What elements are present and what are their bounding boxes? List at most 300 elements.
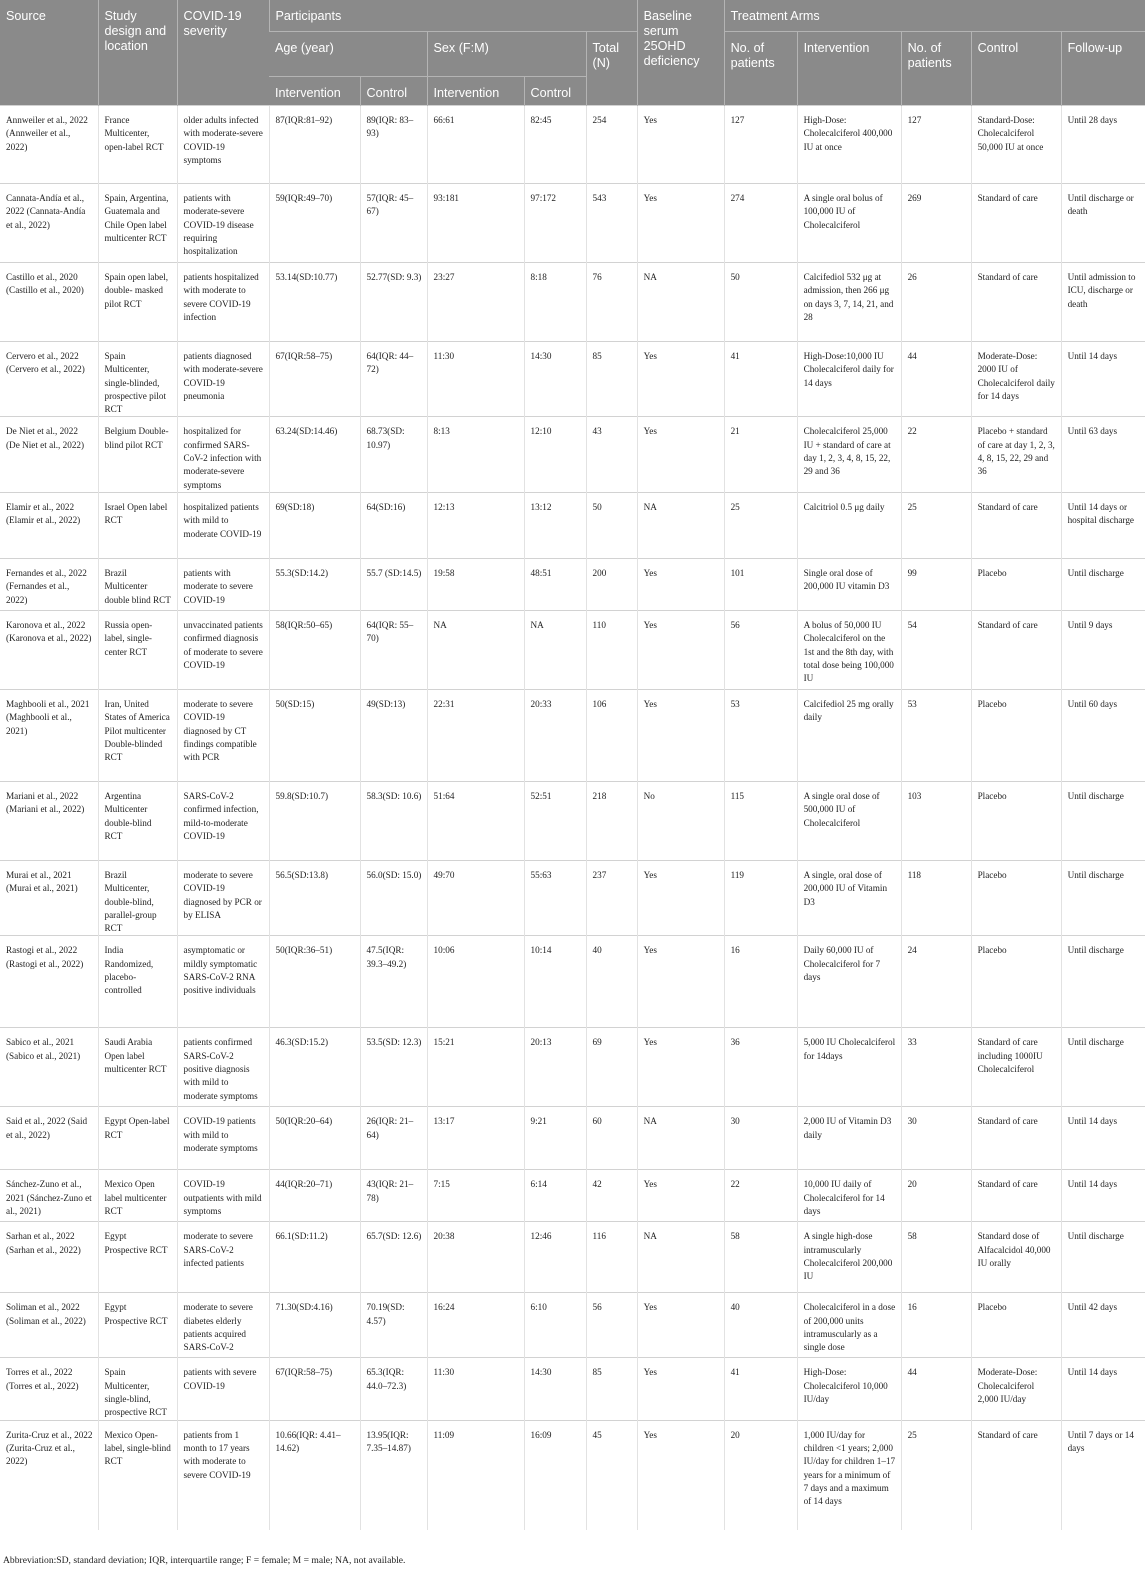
- cell-n-control: 33: [901, 1028, 971, 1107]
- cell-control: Standard of care: [971, 1107, 1061, 1170]
- cell-age-control: 64(IQR: 44–72): [360, 342, 427, 417]
- cell-n-intervention: 40: [724, 1293, 797, 1358]
- cell-n-control: 26: [901, 263, 971, 342]
- cell-study-design: Egypt Prospective RCT: [98, 1222, 177, 1293]
- cell-age-intervention: 69(SD:18): [269, 492, 360, 558]
- cell-baseline-deficiency: Yes: [637, 184, 724, 263]
- cell-n-intervention: 56: [724, 610, 797, 689]
- cell-study-design: India Randomized, placebo-controlled: [98, 936, 177, 1028]
- cell-n-control: 24: [901, 936, 971, 1028]
- cell-age-control: 58.3(SD: 10.6): [360, 781, 427, 860]
- cell-followup: Until 28 days: [1061, 106, 1145, 184]
- cell-control: Placebo: [971, 860, 1061, 935]
- cell-intervention: A single oral dose of 500,000 IU of Cholecalciferol: [797, 781, 901, 860]
- cell-sex-intervention: 13:17: [427, 1107, 524, 1170]
- cell-age-control: 89(IQR: 83–93): [360, 106, 427, 184]
- cell-baseline-deficiency: NA: [637, 492, 724, 558]
- header-intervention: Intervention: [797, 32, 901, 106]
- cell-baseline-deficiency: Yes: [637, 558, 724, 610]
- cell-n-control: 58: [901, 1222, 971, 1293]
- cell-n-intervention: 50: [724, 263, 797, 342]
- cell-study-design: Spain, Argentina, Guatemala and Chile Open label multicenter RCT: [98, 184, 177, 263]
- header-followup: Follow-up: [1061, 32, 1145, 106]
- header-participants: Participants: [269, 0, 637, 32]
- cell-followup: Until 9 days: [1061, 610, 1145, 689]
- cell-followup: Until discharge: [1061, 1028, 1145, 1107]
- cell-followup: Until 60 days: [1061, 689, 1145, 781]
- cell-n-intervention: 115: [724, 781, 797, 860]
- cell-sex-control: NA: [524, 610, 586, 689]
- cell-sex-control: 6:14: [524, 1170, 586, 1222]
- cell-source: Sarhan et al., 2022 (Sarhan et al., 2022): [0, 1222, 98, 1293]
- cell-age-control: 64(IQR: 55–70): [360, 610, 427, 689]
- table-row: [0, 1420, 1145, 1530]
- cell-n-intervention: 53: [724, 689, 797, 781]
- cell-baseline-deficiency: NA: [637, 263, 724, 342]
- cell-sex-control: 14:30: [524, 1358, 586, 1420]
- cell-total: 40: [586, 936, 637, 1028]
- table-row: [0, 106, 1145, 184]
- cell-intervention: A single oral bolus of 100,000 IU of Cholecalciferol: [797, 184, 901, 263]
- cell-baseline-deficiency: Yes: [637, 936, 724, 1028]
- cell-source: Cervero et al., 2022 (Cervero et al., 2022): [0, 342, 98, 417]
- header-age: Age (year): [269, 32, 427, 77]
- cell-sex-intervention: 20:38: [427, 1222, 524, 1293]
- cell-study-design: Iran, United States of America Pilot multicenter Double-blinded RCT: [98, 689, 177, 781]
- cell-n-intervention: 127: [724, 106, 797, 184]
- cell-total: 116: [586, 1222, 637, 1293]
- cell-control: Placebo: [971, 936, 1061, 1028]
- cell-age-intervention: 59.8(SD:10.7): [269, 781, 360, 860]
- cell-study-design: Brazil Multicenter double blind RCT: [98, 558, 177, 610]
- table-row: [0, 184, 1145, 263]
- cell-study-design: Belgium Double-blind pilot RCT: [98, 417, 177, 492]
- cell-baseline-deficiency: NA: [637, 1107, 724, 1170]
- cell-severity: SARS-CoV-2 confirmed infection, mild-to-moderate COVID-19: [177, 781, 269, 860]
- cell-age-intervention: 87(IQR:81–92): [269, 106, 360, 184]
- cell-n-intervention: 21: [724, 417, 797, 492]
- cell-severity: patients hospitalized with moderate to severe COVID-19 infection: [177, 263, 269, 342]
- cell-intervention: Calcitriol 0.5 μg daily: [797, 492, 901, 558]
- cell-n-control: 25: [901, 492, 971, 558]
- cell-n-control: 99: [901, 558, 971, 610]
- cell-n-intervention: 101: [724, 558, 797, 610]
- cell-study-design: Brazil Multicenter, double-blind, parallel-group RCT: [98, 860, 177, 935]
- cell-age-control: 65.3(IQR: 44.0–72.3): [360, 1358, 427, 1420]
- cell-intervention: Calcifediol 532 μg at admission, then 266 μg on days 3, 7, 14, 21, and 28: [797, 263, 901, 342]
- cell-sex-control: 52:51: [524, 781, 586, 860]
- cell-n-control: 269: [901, 184, 971, 263]
- cell-source: Sabico et al., 2021 (Sabico et al., 2021): [0, 1028, 98, 1107]
- cell-source: Torres et al., 2022 (Torres et al., 2022): [0, 1358, 98, 1420]
- cell-intervention: Cholecalciferol 25,000 IU + standard of care at day 1, 2, 3, 4, 8, 15, 22, 29 and 36: [797, 417, 901, 492]
- cell-age-intervention: 58(IQR:50–65): [269, 610, 360, 689]
- cell-n-intervention: 25: [724, 492, 797, 558]
- cell-age-intervention: 53.14(SD:10.77): [269, 263, 360, 342]
- cell-age-intervention: 56.5(SD:13.8): [269, 860, 360, 935]
- cell-control: Standard of care: [971, 1420, 1061, 1530]
- cell-control: Placebo: [971, 689, 1061, 781]
- cell-age-control: 49(SD:13): [360, 689, 427, 781]
- cell-sex-control: 16:09: [524, 1420, 586, 1530]
- cell-baseline-deficiency: Yes: [637, 1420, 724, 1530]
- header-n-intervention: No. of patients: [724, 32, 797, 106]
- cell-age-control: 53.5(SD: 12.3): [360, 1028, 427, 1107]
- table-row: [0, 936, 1145, 1028]
- cell-total: 543: [586, 184, 637, 263]
- cell-intervention: Single oral dose of 200,000 IU vitamin D3: [797, 558, 901, 610]
- cell-age-intervention: 50(IQR:36–51): [269, 936, 360, 1028]
- cell-age-intervention: 44(IQR:20–71): [269, 1170, 360, 1222]
- header-total: Total (N): [586, 32, 637, 106]
- cell-source: Karonova et al., 2022 (Karonova et al., 2022): [0, 610, 98, 689]
- cell-severity: patients with moderate to severe COVID-19: [177, 558, 269, 610]
- cell-control: Standard of care including 1000IU Cholecalciferol: [971, 1028, 1061, 1107]
- table-header: [0, 0, 1145, 106]
- cell-n-control: 103: [901, 781, 971, 860]
- cell-total: 85: [586, 1358, 637, 1420]
- cell-source: Sánchez-Zuno et al., 2021 (Sánchez-Zuno et al., 2021): [0, 1170, 98, 1222]
- header-sex: Sex (F:M): [427, 32, 586, 77]
- cell-n-intervention: 41: [724, 1358, 797, 1420]
- cell-intervention: Calcifediol 25 mg orally daily: [797, 689, 901, 781]
- cell-followup: Until discharge or death: [1061, 184, 1145, 263]
- cell-intervention: 10,000 IU daily of Cholecalciferol for 14 days: [797, 1170, 901, 1222]
- table-row: [0, 860, 1145, 935]
- cell-n-intervention: 16: [724, 936, 797, 1028]
- header-source: Source: [0, 0, 98, 106]
- cell-n-control: 22: [901, 417, 971, 492]
- cell-age-control: 57(IQR: 45–67): [360, 184, 427, 263]
- cell-n-control: 44: [901, 1358, 971, 1420]
- cell-baseline-deficiency: Yes: [637, 610, 724, 689]
- cell-study-design: Russia open-label, single-center RCT: [98, 610, 177, 689]
- cell-age-intervention: 67(IQR:58–75): [269, 1358, 360, 1420]
- header-treatment-arms: Treatment Arms: [724, 0, 1145, 32]
- cell-n-control: 20: [901, 1170, 971, 1222]
- cell-age-intervention: 46.3(SD:15.2): [269, 1028, 360, 1107]
- cell-sex-intervention: 7:15: [427, 1170, 524, 1222]
- cell-severity: moderate to severe COVID-19 diagnosed by CT findings compatible with PCR: [177, 689, 269, 781]
- header-sex-intervention: Intervention: [427, 77, 524, 106]
- cell-control: Moderate-Dose: Cholecalciferol 2,000 IU/day: [971, 1358, 1061, 1420]
- cell-n-intervention: 119: [724, 860, 797, 935]
- cell-total: 76: [586, 263, 637, 342]
- cell-study-design: Spain open label, double- masked pilot RCT: [98, 263, 177, 342]
- table-row: [0, 417, 1145, 492]
- cell-total: 237: [586, 860, 637, 935]
- header-baseline: Baseline serum 25OHD deficiency: [637, 0, 724, 106]
- cell-intervention: 5,000 IU Cholecalciferol for 14days: [797, 1028, 901, 1107]
- cell-source: Mariani et al., 2022 (Mariani et al., 2022): [0, 781, 98, 860]
- cell-n-intervention: 41: [724, 342, 797, 417]
- cell-total: 200: [586, 558, 637, 610]
- header-n-control: No. of patients: [901, 32, 971, 106]
- cell-source: Elamir et al., 2022 (Elamir et al., 2022): [0, 492, 98, 558]
- cell-sex-intervention: 93:181: [427, 184, 524, 263]
- cell-baseline-deficiency: Yes: [637, 1028, 724, 1107]
- cell-baseline-deficiency: Yes: [637, 106, 724, 184]
- cell-followup: Until 14 days: [1061, 1107, 1145, 1170]
- cell-severity: moderate to severe diabetes elderly patients acquired SARS-CoV-2: [177, 1293, 269, 1358]
- cell-followup: Until 7 days or 14 days: [1061, 1420, 1145, 1530]
- cell-sex-control: 55:63: [524, 860, 586, 935]
- cell-severity: COVID-19 patients with mild to moderate symptoms: [177, 1107, 269, 1170]
- cell-total: 60: [586, 1107, 637, 1170]
- cell-sex-intervention: NA: [427, 610, 524, 689]
- cell-sex-control: 10:14: [524, 936, 586, 1028]
- cell-sex-intervention: 10:06: [427, 936, 524, 1028]
- cell-total: 110: [586, 610, 637, 689]
- cell-sex-intervention: 11:30: [427, 1358, 524, 1420]
- header-control: Control: [971, 32, 1061, 106]
- cell-sex-intervention: 11:09: [427, 1420, 524, 1530]
- cell-total: 254: [586, 106, 637, 184]
- table-row: [0, 1293, 1145, 1358]
- cell-followup: Until admission to ICU, discharge or death: [1061, 263, 1145, 342]
- cell-study-design: France Multicenter, open-label RCT: [98, 106, 177, 184]
- cell-sex-intervention: 11:30: [427, 342, 524, 417]
- cell-severity: asymptomatic or mildly symptomatic SARS-CoV-2 RNA positive individuals: [177, 936, 269, 1028]
- cell-followup: Until 14 days: [1061, 342, 1145, 417]
- cell-intervention: 1,000 IU/day for children <1 years; 2,000 IU/day for children 1–17 years for a minimum of 7 days and a maximum of 14 days: [797, 1420, 901, 1530]
- cell-total: 42: [586, 1170, 637, 1222]
- cell-severity: patients with moderate-severe COVID-19 disease requiring hospitalization: [177, 184, 269, 263]
- table-row: [0, 1358, 1145, 1420]
- cell-control: Standard of care: [971, 184, 1061, 263]
- cell-severity: older adults infected with moderate-severe COVID-19 symptoms: [177, 106, 269, 184]
- cell-age-control: 13.95(IQR: 7.35–14.87): [360, 1420, 427, 1530]
- cell-intervention: High-Dose: Cholecalciferol 10,000 IU/day: [797, 1358, 901, 1420]
- cell-age-intervention: 50(SD:15): [269, 689, 360, 781]
- cell-intervention: A bolus of 50,000 IU Cholecalciferol on the 1st and the 8th day, with total dose being 100,000 IU: [797, 610, 901, 689]
- cell-baseline-deficiency: Yes: [637, 1293, 724, 1358]
- cell-study-design: Israel Open label RCT: [98, 492, 177, 558]
- cell-study-design: Mexico Open-label, single-blind RCT: [98, 1420, 177, 1530]
- table-body: [0, 106, 1145, 1531]
- cell-total: 56: [586, 1293, 637, 1358]
- cell-age-intervention: 67(IQR:58–75): [269, 342, 360, 417]
- cell-source: Maghbooli et al., 2021 (Maghbooli et al., 2021): [0, 689, 98, 781]
- cell-age-intervention: 71.30(SD:4.16): [269, 1293, 360, 1358]
- cell-sex-control: 20:13: [524, 1028, 586, 1107]
- cell-n-intervention: 36: [724, 1028, 797, 1107]
- cell-followup: Until discharge: [1061, 860, 1145, 935]
- cell-baseline-deficiency: Yes: [637, 860, 724, 935]
- cell-baseline-deficiency: Yes: [637, 689, 724, 781]
- cell-control: Standard of care: [971, 263, 1061, 342]
- cell-sex-control: 20:33: [524, 689, 586, 781]
- cell-sex-intervention: 12:13: [427, 492, 524, 558]
- cell-study-design: Spain Multicenter, single-blinded, prospective pilot RCT: [98, 342, 177, 417]
- cell-followup: Until 14 days: [1061, 1358, 1145, 1420]
- cell-baseline-deficiency: Yes: [637, 342, 724, 417]
- cell-age-intervention: 10.66(IQR: 4.41–14.62): [269, 1420, 360, 1530]
- cell-source: Cannata-Andía et al., 2022 (Cannata-Andía et al., 2022): [0, 184, 98, 263]
- cell-age-control: 26(IQR: 21–64): [360, 1107, 427, 1170]
- cell-n-control: 16: [901, 1293, 971, 1358]
- cell-sex-intervention: 51:64: [427, 781, 524, 860]
- cell-severity: patients diagnosed with moderate-severe COVID-19 pneumonia: [177, 342, 269, 417]
- table-row: [0, 689, 1145, 781]
- cell-source: Murai et al., 2021 (Murai et al., 2021): [0, 860, 98, 935]
- cell-severity: hospitalized for confirmed SARS-CoV-2 infection with moderate-severe symptoms: [177, 417, 269, 492]
- cell-sex-control: 12:10: [524, 417, 586, 492]
- cell-total: 69: [586, 1028, 637, 1107]
- cell-baseline-deficiency: Yes: [637, 417, 724, 492]
- cell-sex-control: 13:12: [524, 492, 586, 558]
- cell-n-intervention: 22: [724, 1170, 797, 1222]
- cell-sex-intervention: 8:13: [427, 417, 524, 492]
- cell-total: 218: [586, 781, 637, 860]
- cell-total: 43: [586, 417, 637, 492]
- cell-followup: Until discharge: [1061, 936, 1145, 1028]
- cell-intervention: High-Dose: Cholecalciferol 400,000 IU at once: [797, 106, 901, 184]
- cell-severity: unvaccinated patients confirmed diagnosis of moderate to severe COVID-19: [177, 610, 269, 689]
- cell-total: 45: [586, 1420, 637, 1530]
- cell-n-control: 54: [901, 610, 971, 689]
- cell-sex-control: 8:18: [524, 263, 586, 342]
- cell-age-intervention: 50(IQR:20–64): [269, 1107, 360, 1170]
- cell-baseline-deficiency: Yes: [637, 1170, 724, 1222]
- cell-n-control: 25: [901, 1420, 971, 1530]
- header-design: Study design and location: [98, 0, 177, 106]
- cell-severity: moderate to severe COVID-19 diagnosed by PCR or by ELISA: [177, 860, 269, 935]
- cell-study-design: Egypt Open-label RCT: [98, 1107, 177, 1170]
- cell-study-design: Mexico Open label multicenter RCT: [98, 1170, 177, 1222]
- cell-intervention: Cholecalciferol in a dose of 200,000 units intramuscularly as a single dose: [797, 1293, 901, 1358]
- cell-study-design: Egypt Prospective RCT: [98, 1293, 177, 1358]
- cell-intervention: High-Dose:10,000 IU Cholecalciferol daily for 14 days: [797, 342, 901, 417]
- cell-intervention: 2,000 IU of Vitamin D3 daily: [797, 1107, 901, 1170]
- table-row: [0, 610, 1145, 689]
- cell-baseline-deficiency: Yes: [637, 1358, 724, 1420]
- cell-severity: patients with severe COVID-19: [177, 1358, 269, 1420]
- cell-n-intervention: 30: [724, 1107, 797, 1170]
- table-footnote: Abbreviation:SD, standard deviation; IQR, interquartile range; F = female; M = male; NA, not available.: [3, 1555, 406, 1566]
- cell-followup: Until 14 days: [1061, 1170, 1145, 1222]
- table-row: [0, 1028, 1145, 1107]
- cell-followup: Until 63 days: [1061, 417, 1145, 492]
- cell-age-control: 70.19(SD: 4.57): [360, 1293, 427, 1358]
- header-severity: COVID-19 severity: [177, 0, 269, 106]
- cell-severity: moderate to severe SARS-CoV-2 infected patients: [177, 1222, 269, 1293]
- cell-age-intervention: 63.24(SD:14.46): [269, 417, 360, 492]
- cell-control: Placebo: [971, 1293, 1061, 1358]
- cell-age-control: 55.7 (SD:14.5): [360, 558, 427, 610]
- cell-severity: hospitalized patients with mild to moderate COVID-19: [177, 492, 269, 558]
- cell-sex-control: 82:45: [524, 106, 586, 184]
- header-age-control: Control: [360, 77, 427, 106]
- cell-followup: Until discharge: [1061, 1222, 1145, 1293]
- cell-total: 50: [586, 492, 637, 558]
- table-row: [0, 492, 1145, 558]
- cell-n-control: 53: [901, 689, 971, 781]
- cell-severity: patients from 1 month to 17 years with moderate to severe COVID-19: [177, 1420, 269, 1530]
- cell-age-intervention: 55.3(SD:14.2): [269, 558, 360, 610]
- cell-n-control: 30: [901, 1107, 971, 1170]
- cell-control: Moderate-Dose: 2000 IU of Cholecalciferol daily for 14 days: [971, 342, 1061, 417]
- cell-followup: Until discharge: [1061, 558, 1145, 610]
- cell-sex-intervention: 15:21: [427, 1028, 524, 1107]
- cell-n-control: 118: [901, 860, 971, 935]
- cell-study-design: Spain Multicenter, single-blind, prospective RCT: [98, 1358, 177, 1420]
- cell-control: Placebo: [971, 558, 1061, 610]
- cell-sex-intervention: 19:58: [427, 558, 524, 610]
- table-row: [0, 1170, 1145, 1222]
- cell-age-control: 68.73(SD: 10.97): [360, 417, 427, 492]
- table-row: [0, 263, 1145, 342]
- cell-sex-control: 9:21: [524, 1107, 586, 1170]
- cell-study-design: Argentina Multicenter double-blind RCT: [98, 781, 177, 860]
- cell-sex-control: 48:51: [524, 558, 586, 610]
- cell-control: Placebo: [971, 781, 1061, 860]
- cell-source: Rastogi et al., 2022 (Rastogi et al., 2022): [0, 936, 98, 1028]
- table-row: [0, 781, 1145, 860]
- cell-source: De Niet et al., 2022 (De Niet et al., 2022): [0, 417, 98, 492]
- cell-sex-intervention: 66:61: [427, 106, 524, 184]
- cell-source: Fernandes et al., 2022 (Fernandes et al., 2022): [0, 558, 98, 610]
- cell-severity: COVID-19 outpatients with mild symptoms: [177, 1170, 269, 1222]
- cell-n-intervention: 20: [724, 1420, 797, 1530]
- cell-sex-control: 97:172: [524, 184, 586, 263]
- cell-sex-control: 6:10: [524, 1293, 586, 1358]
- cell-sex-control: 14:30: [524, 342, 586, 417]
- cell-sex-intervention: 49:70: [427, 860, 524, 935]
- cell-sex-control: 12:46: [524, 1222, 586, 1293]
- cell-control: Placebo + standard of care at day 1, 2, 3, 4, 8, 15, 22, 29 and 36: [971, 417, 1061, 492]
- cell-baseline-deficiency: No: [637, 781, 724, 860]
- cell-source: Said et al., 2022 (Said et al., 2022): [0, 1107, 98, 1170]
- table-row: [0, 342, 1145, 417]
- cell-followup: Until 14 days or hospital discharge: [1061, 492, 1145, 558]
- table-row: [0, 1107, 1145, 1170]
- cell-control: Standard of care: [971, 492, 1061, 558]
- cell-age-control: 52.77(SD: 9.3): [360, 263, 427, 342]
- cell-source: Zurita-Cruz et al., 2022 (Zurita-Cruz et al., 2022): [0, 1420, 98, 1530]
- cell-intervention: A single high-dose intramuscularly Cholecalciferol 200,000 IU: [797, 1222, 901, 1293]
- cell-total: 106: [586, 689, 637, 781]
- cell-n-intervention: 58: [724, 1222, 797, 1293]
- cell-n-control: 127: [901, 106, 971, 184]
- cell-followup: Until discharge: [1061, 781, 1145, 860]
- cell-study-design: Saudi Arabia Open label multicenter RCT: [98, 1028, 177, 1107]
- header-sex-control: Control: [524, 77, 586, 106]
- cell-age-control: 43(IQR: 21–78): [360, 1170, 427, 1222]
- header-age-intervention: Intervention: [269, 77, 360, 106]
- cell-control: Standard-Dose: Cholecalciferol 50,000 IU at once: [971, 106, 1061, 184]
- cell-n-intervention: 274: [724, 184, 797, 263]
- cell-age-control: 65.7(SD: 12.6): [360, 1222, 427, 1293]
- cell-sex-intervention: 23:27: [427, 263, 524, 342]
- cell-intervention: Daily 60,000 IU of Cholecalciferol for 7 days: [797, 936, 901, 1028]
- cell-control: Standard of care: [971, 610, 1061, 689]
- cell-control: Standard of care: [971, 1170, 1061, 1222]
- cell-age-control: 64(SD:16): [360, 492, 427, 558]
- cell-control: Standard dose of Alfacalcidol 40,000 IU orally: [971, 1222, 1061, 1293]
- table-row: [0, 558, 1145, 610]
- cell-severity: patients confirmed SARS-CoV-2 positive diagnosis with mild to moderate symptoms: [177, 1028, 269, 1107]
- cell-age-intervention: 59(IQR:49–70): [269, 184, 360, 263]
- cell-intervention: A single, oral dose of 200,000 IU of Vitamin D3: [797, 860, 901, 935]
- cell-followup: Until 42 days: [1061, 1293, 1145, 1358]
- cell-source: Soliman et al., 2022 (Soliman et al., 2022): [0, 1293, 98, 1358]
- cell-total: 85: [586, 342, 637, 417]
- cell-sex-intervention: 16:24: [427, 1293, 524, 1358]
- cell-age-control: 47.5(IQR: 39.3–49.2): [360, 936, 427, 1028]
- cell-sex-intervention: 22:31: [427, 689, 524, 781]
- cell-n-control: 44: [901, 342, 971, 417]
